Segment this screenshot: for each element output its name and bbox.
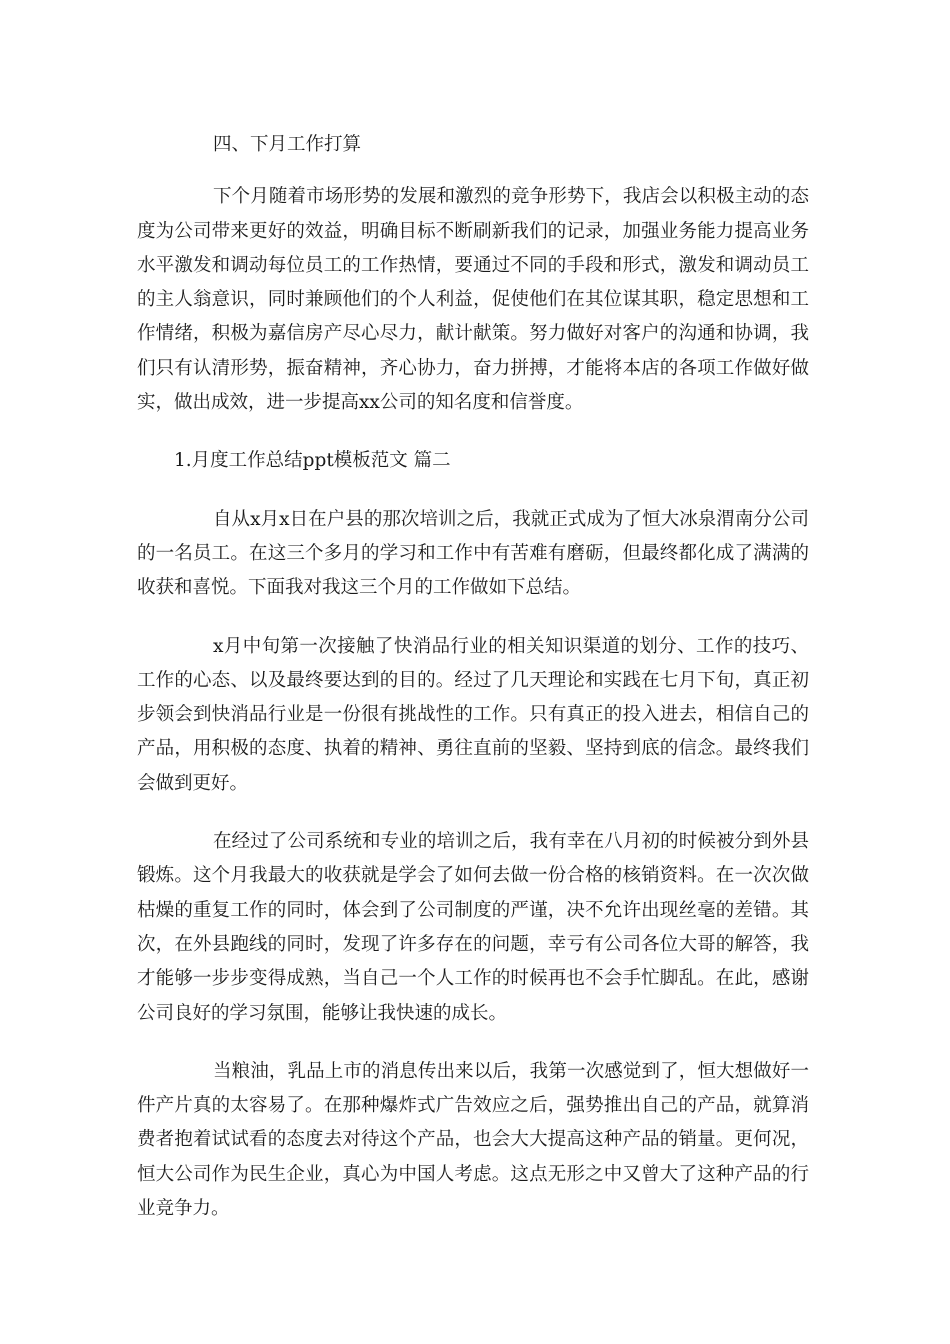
spacer: [137, 606, 809, 630]
spacer: [137, 801, 809, 825]
spacer: [137, 479, 809, 503]
sub-heading: 1.月度工作总结ppt模板范文 篇二: [174, 450, 451, 472]
paragraph-fmcg: x月中旬第一次接触了快消品行业的相关知识渠道的划分、工作的技巧、工作的心态、以及最终要达到的目的。经过了几天理论和实践在七月下旬，真正初步领会到快消品行业是一份很有挑战性的工作。只有真正的投入进去，相信自己的产品，用积极的态度、执着的精神、勇往直前的坚毅、坚持到底的信念。最终我们会做到更好。: [137, 635, 809, 794]
paragraph-august: 在经过了公司系统和专业的培训之后，我有幸在八月初的时候被分到外县锻炼。这个月我最大的收获就是学会了如何去做一份合格的核销资料。在一次次做枯燥的重复工作的同时，体会到了公司制度的严谨，决不允许出现丝毫的差错。其次，在外县跑线的同时，发现了许多存在的问题，幸亏有公司各位大哥的解答，我才能够一步步变得成熟，当自己一个人工作的时候再也不会手忙脚乱。在此，感谢公司良好的学习氛围，能够让我快速的成长。: [137, 831, 809, 1024]
paragraph-training: 自从x月x日在户县的那次培训之后，我就正式成为了恒大冰泉渭南分公司的一名员工。在这三个多月的学习和工作中有苦难有磨砺，但最终都化成了满满的收获和喜悦。下面我对我这三个月的工作做如下总结。: [137, 508, 809, 599]
document-body: [137, 128, 809, 1226]
section-heading: 四、下月工作打算: [213, 134, 362, 155]
paragraph-products: 当粮油，乳品上市的消息传出来以后，我第一次感觉到了，恒大想做好一件产片真的太容易了。在那种爆炸式广告效应之后，强势推出自己的产品，就算消费者抱着试试看的态度去对待这个产品，也会大大提高这种产品的销量。更何况，恒大公司作为民生企业，真心为中国人考虑。这点无形之中又曾大了这种产品的行业竞争力。: [137, 1060, 809, 1220]
paragraph-plan: 下个月随着市场形势的发展和激烈的竞争形势下，我店会以积极主动的态度为公司带来更好的效益，明确目标不断刷新我们的记录，加强业务能力提高业务水平激发和调动每位员工的工作热情，要通过不同的手段和形式，激发和调动员工的主人翁意识，同时兼顾他们的个人利益，促使他们在其位谋其职，稳定思想和工作情绪，积极为嘉信房产尽心尽力，献计献策。努力做好对客户的沟通和协调，我们只有认清形势，振奋精神，齐心协力，奋力拼搏，才能将本店的各项工作做好做实，做出成效，进一步提高xx公司的知名度和信誉度。: [137, 186, 809, 414]
spacer: [137, 420, 809, 444]
spacer: [137, 1031, 809, 1055]
spacer: [137, 162, 809, 180]
